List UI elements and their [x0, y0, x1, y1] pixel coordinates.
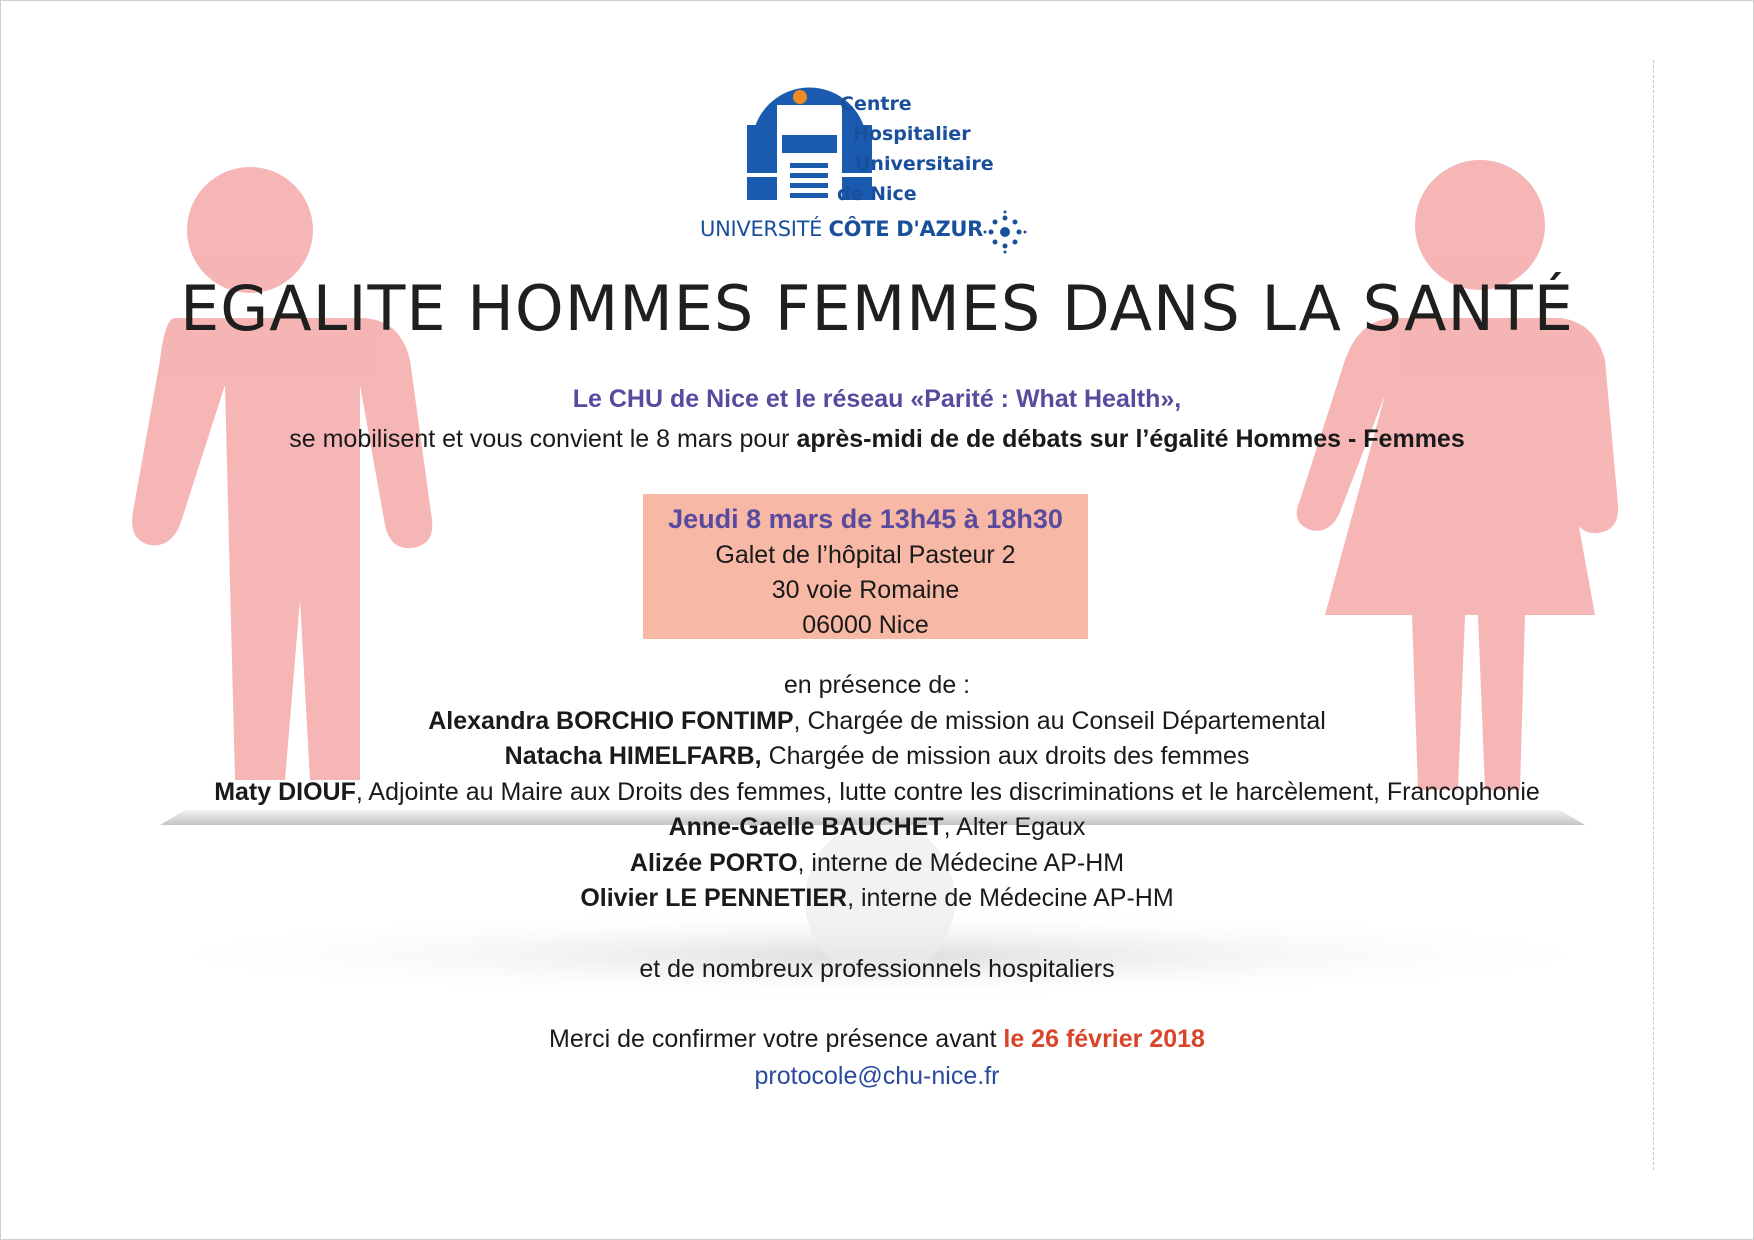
- speaker-name: Alexandra BORCHIO FONTIMP: [428, 706, 794, 735]
- speaker-row: [0, 810, 1754, 846]
- speaker-name: Maty DIOUF: [214, 777, 356, 806]
- speaker-name: Anne-Gaelle BAUCHET: [668, 813, 944, 841]
- speaker-name: Olivier LE PENNETIER: [580, 884, 848, 912]
- presence-label: en présence de :: [783, 671, 971, 699]
- speaker-row: [0, 846, 1754, 882]
- rsvp-text: Merci de confirmer votre présence avant: [549, 1025, 1004, 1053]
- university-name: [700, 217, 983, 241]
- uca-star-icon: [983, 210, 1027, 254]
- page-title: EGALITE HOMMES FEMMES DANS LA SANTÉ: [180, 272, 1574, 345]
- speakers-list: [0, 668, 1754, 917]
- chu-logo: [700, 85, 1040, 265]
- speaker-role: , Chargée de mission au Conseil Départemental: [793, 706, 1326, 735]
- event-address-line-3: 06000 Nice: [802, 611, 929, 639]
- speaker-role: , interne de Médecine AP-HM: [797, 848, 1125, 877]
- event-address-line-2: 30 voie Romaine: [771, 576, 960, 604]
- event-address-line-1: Galet de l’hôpital Pasteur 2: [715, 541, 1016, 569]
- logo-line-3: Universitaire: [855, 153, 994, 175]
- event-info-box: [643, 494, 1088, 639]
- speaker-name: Alizée PORTO: [629, 848, 798, 877]
- speaker-role: Chargée de mission aux droits des femmes: [761, 742, 1250, 770]
- speaker-row: [0, 881, 1754, 917]
- others-note: et de nombreux professionnels hospitaliers: [639, 955, 1115, 983]
- speaker-row: [0, 704, 1754, 740]
- speaker-row: [0, 739, 1754, 775]
- logo-line-4: de Nice: [837, 183, 917, 205]
- intro-line-1: Le CHU de Nice et le réseau «Parité : What Health»,: [572, 385, 1182, 413]
- logo-line-1: Centre: [840, 93, 912, 115]
- university-prefix: UNIVERSITÉ: [700, 217, 823, 241]
- rsvp-email-link[interactable]: protocole@chu-nice.fr: [754, 1062, 1000, 1090]
- intro-line-2-bold: après-midi de de débats sur l’égalité Hommes - Femmes: [796, 425, 1465, 453]
- rsvp-deadline: le 26 février 2018: [1003, 1025, 1205, 1053]
- event-datetime: Jeudi 8 mars de 13h45 à 18h30: [668, 504, 1063, 534]
- rsvp-line: [0, 1025, 1754, 1054]
- speaker-row: [0, 775, 1754, 811]
- speaker-role: , Adjointe au Maire aux Droits des femmes, lutte contre les discriminations et le harcèlement, Francophonie: [355, 777, 1540, 806]
- intro-line-2: [0, 425, 1754, 454]
- logo-line-2: Hospitalier: [853, 123, 971, 145]
- intro-line-2-plain: se mobilisent et vous convient le 8 mars pour: [289, 425, 797, 453]
- speaker-role: , interne de Médecine AP-HM: [847, 884, 1174, 912]
- university-main: CÔTE D'AZUR: [828, 217, 984, 241]
- speaker-role: , Alter Egaux: [943, 813, 1086, 841]
- speaker-name: Natacha HIMELFARB,: [504, 742, 762, 770]
